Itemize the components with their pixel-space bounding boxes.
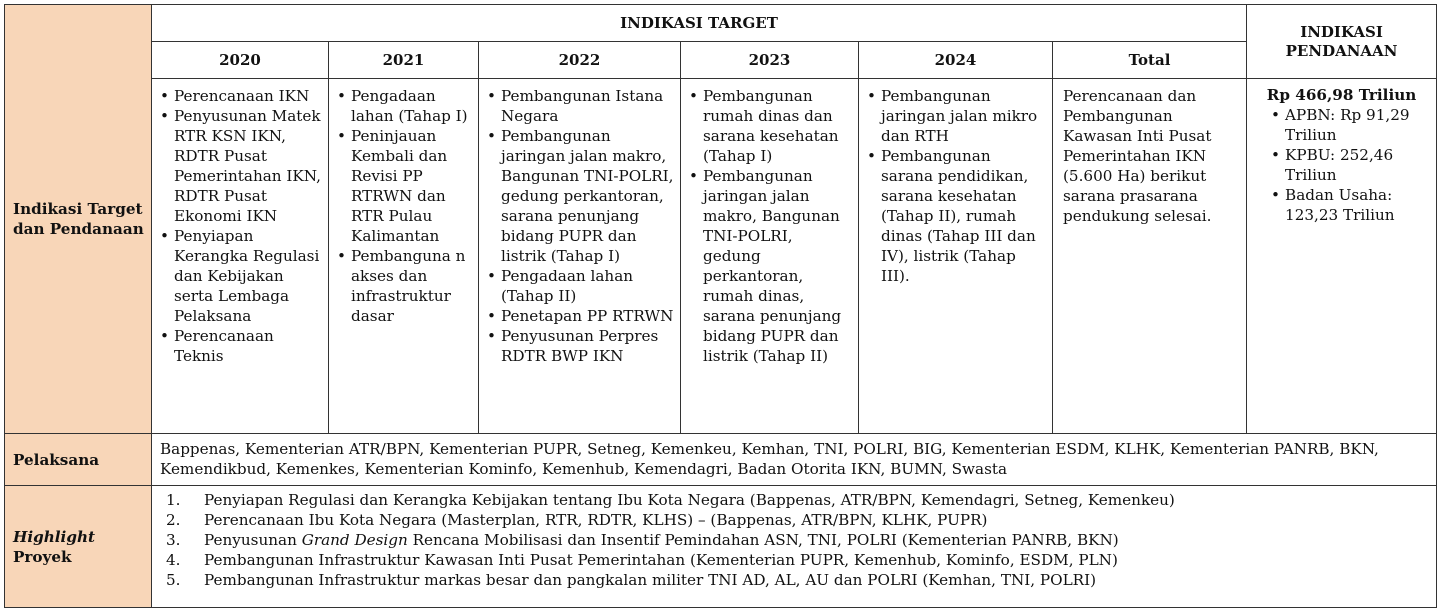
targets-2020 bbox=[152, 79, 329, 434]
target-table bbox=[4, 4, 1437, 608]
funding-cell bbox=[1247, 79, 1437, 434]
pelaksana-text: Bappenas, Kementerian ATR/BPN, Kementerian PUPR, Setneg, Kemenkeu, Kemhan, TNI, POLRI, BIG, Kementerian ESDM, KLHK, Kementerian PANRB, BKN, Kemendikbud, Kemenkes, Kementerian Kominfo, Kemenhub, Kemendagri, Badan Otorita IKN, BUMN, Swasta bbox=[160, 440, 1379, 478]
list-item: • Penyusunan Perpres RDTR BWP IKN bbox=[501, 326, 674, 366]
project-item: 4. Pembangunan Infrastruktur Kawasan Inti Pusat Pemerintahan (Kementerian PUPR, Kemenhub, Kominfo, ESDM, PLN) bbox=[166, 551, 1118, 569]
projects-cell bbox=[152, 486, 1437, 608]
list-item: • Pengadaan lahan (Tahap I) bbox=[351, 86, 472, 126]
header-indikasi-target: INDIKASI TARGET bbox=[152, 5, 1247, 42]
highlight-italic: Highlight bbox=[13, 527, 95, 546]
list-item: • Pengadaan lahan (Tahap II) bbox=[501, 266, 674, 306]
list-item: • KPBU: 252,46 Triliun bbox=[1285, 145, 1428, 185]
targets-2023 bbox=[681, 79, 859, 434]
list-item: • Penyusunan Matek RTR KSN IKN, RDTR Pusat Pemerintahan IKN, RDTR Pusat Ekonomi IKN bbox=[174, 106, 322, 226]
targets-total bbox=[1053, 79, 1247, 434]
list-item: • Peninjauan Kembali dan Revisi PP RTRWN dan RTR Pulau Kalimantan bbox=[351, 126, 472, 246]
row-label-target: Indikasi Target dan Pendanaan bbox=[5, 5, 152, 434]
list-item: • Perencanaan IKN bbox=[174, 86, 322, 106]
project-item: 3. Penyusunan Grand Design Rencana Mobilisasi dan Insentif Pemindahan ASN, TNI, POLRI (Kementerian PANRB, BKN) bbox=[166, 531, 1119, 549]
list-item: • Pembangunan rumah dinas dan sarana kesehatan (Tahap I) bbox=[703, 86, 852, 166]
targets-2022 bbox=[479, 79, 681, 434]
header-year-2021: 2021 bbox=[329, 42, 479, 79]
funding-total: Rp 466,98 Triliun bbox=[1266, 86, 1417, 104]
list-item: • Pembangunan jaringan jalan makro, Bangunan TNI-POLRI, gedung perkantoran, rumah dinas, sarana penunjang bidang PUPR dan listrik (Tahap II) bbox=[703, 166, 852, 366]
targets-2024 bbox=[859, 79, 1053, 434]
header-indikasi-pendanaan: INDIKASI PENDANAAN bbox=[1247, 5, 1437, 79]
list-item: • Pembanguna n akses dan infrastruktur dasar bbox=[351, 246, 472, 326]
list-item: • Perencanaan Teknis bbox=[174, 326, 322, 366]
list-item: • APBN: Rp 91,29 Triliun bbox=[1285, 105, 1428, 145]
list-item: • Pembangunan jaringan jalan mikro dan RTH bbox=[881, 86, 1046, 146]
header-year-2024: 2024 bbox=[859, 42, 1053, 79]
list-item: • Pembangunan Istana Negara bbox=[501, 86, 674, 126]
row-label-highlight bbox=[5, 486, 152, 608]
list-item: • Penetapan PP RTRWN bbox=[501, 306, 674, 326]
project-item: 2. Perencanaan Ibu Kota Negara (Masterplan, RTR, RDTR, KLHS) – (Bappenas, ATR/BPN, KLHK, PUPR) bbox=[166, 511, 988, 529]
row-label-pelaksana: Pelaksana bbox=[5, 434, 152, 486]
project-item: 5. Pembangunan Infrastruktur markas besar dan pangkalan militer TNI AD, AL, AU dan POLRI (Kemhan, TNI, POLRI) bbox=[166, 571, 1097, 589]
pelaksana-cell bbox=[152, 434, 1437, 486]
header-year-2023: 2023 bbox=[681, 42, 859, 79]
header-total: Total bbox=[1053, 42, 1247, 79]
project-item: 1. Penyiapan Regulasi dan Kerangka Kebijakan tentang Ibu Kota Negara (Bappenas, ATR/BPN, Kemendagri, Setneg, Kemenkeu) bbox=[166, 491, 1175, 509]
targets-2021 bbox=[329, 79, 479, 434]
list-item: • Pembangunan jaringan jalan makro, Bangunan TNI-POLRI, gedung perkantoran, sarana penunjang bidang PUPR dan listrik (Tahap I) bbox=[501, 126, 674, 266]
list-item: • Badan Usaha: 123,23 Triliun bbox=[1285, 185, 1428, 225]
header-year-2022: 2022 bbox=[479, 42, 681, 79]
list-item: • Penyiapan Kerangka Regulasi dan Kebijakan serta Lembaga Pelaksana bbox=[174, 226, 322, 326]
highlight-rest: Proyek bbox=[13, 547, 72, 566]
list-item: • Pembangunan sarana pendidikan, sarana kesehatan (Tahap II), rumah dinas (Tahap III dan IV), listrik (Tahap III). bbox=[881, 146, 1046, 286]
total-text: Perencanaan dan Pembangunan Kawasan Inti Pusat Pemerintahan IKN (5.600 Ha) berikut sarana prasarana pendukung selesai. bbox=[1063, 87, 1212, 225]
header-year-2020: 2020 bbox=[152, 42, 329, 79]
